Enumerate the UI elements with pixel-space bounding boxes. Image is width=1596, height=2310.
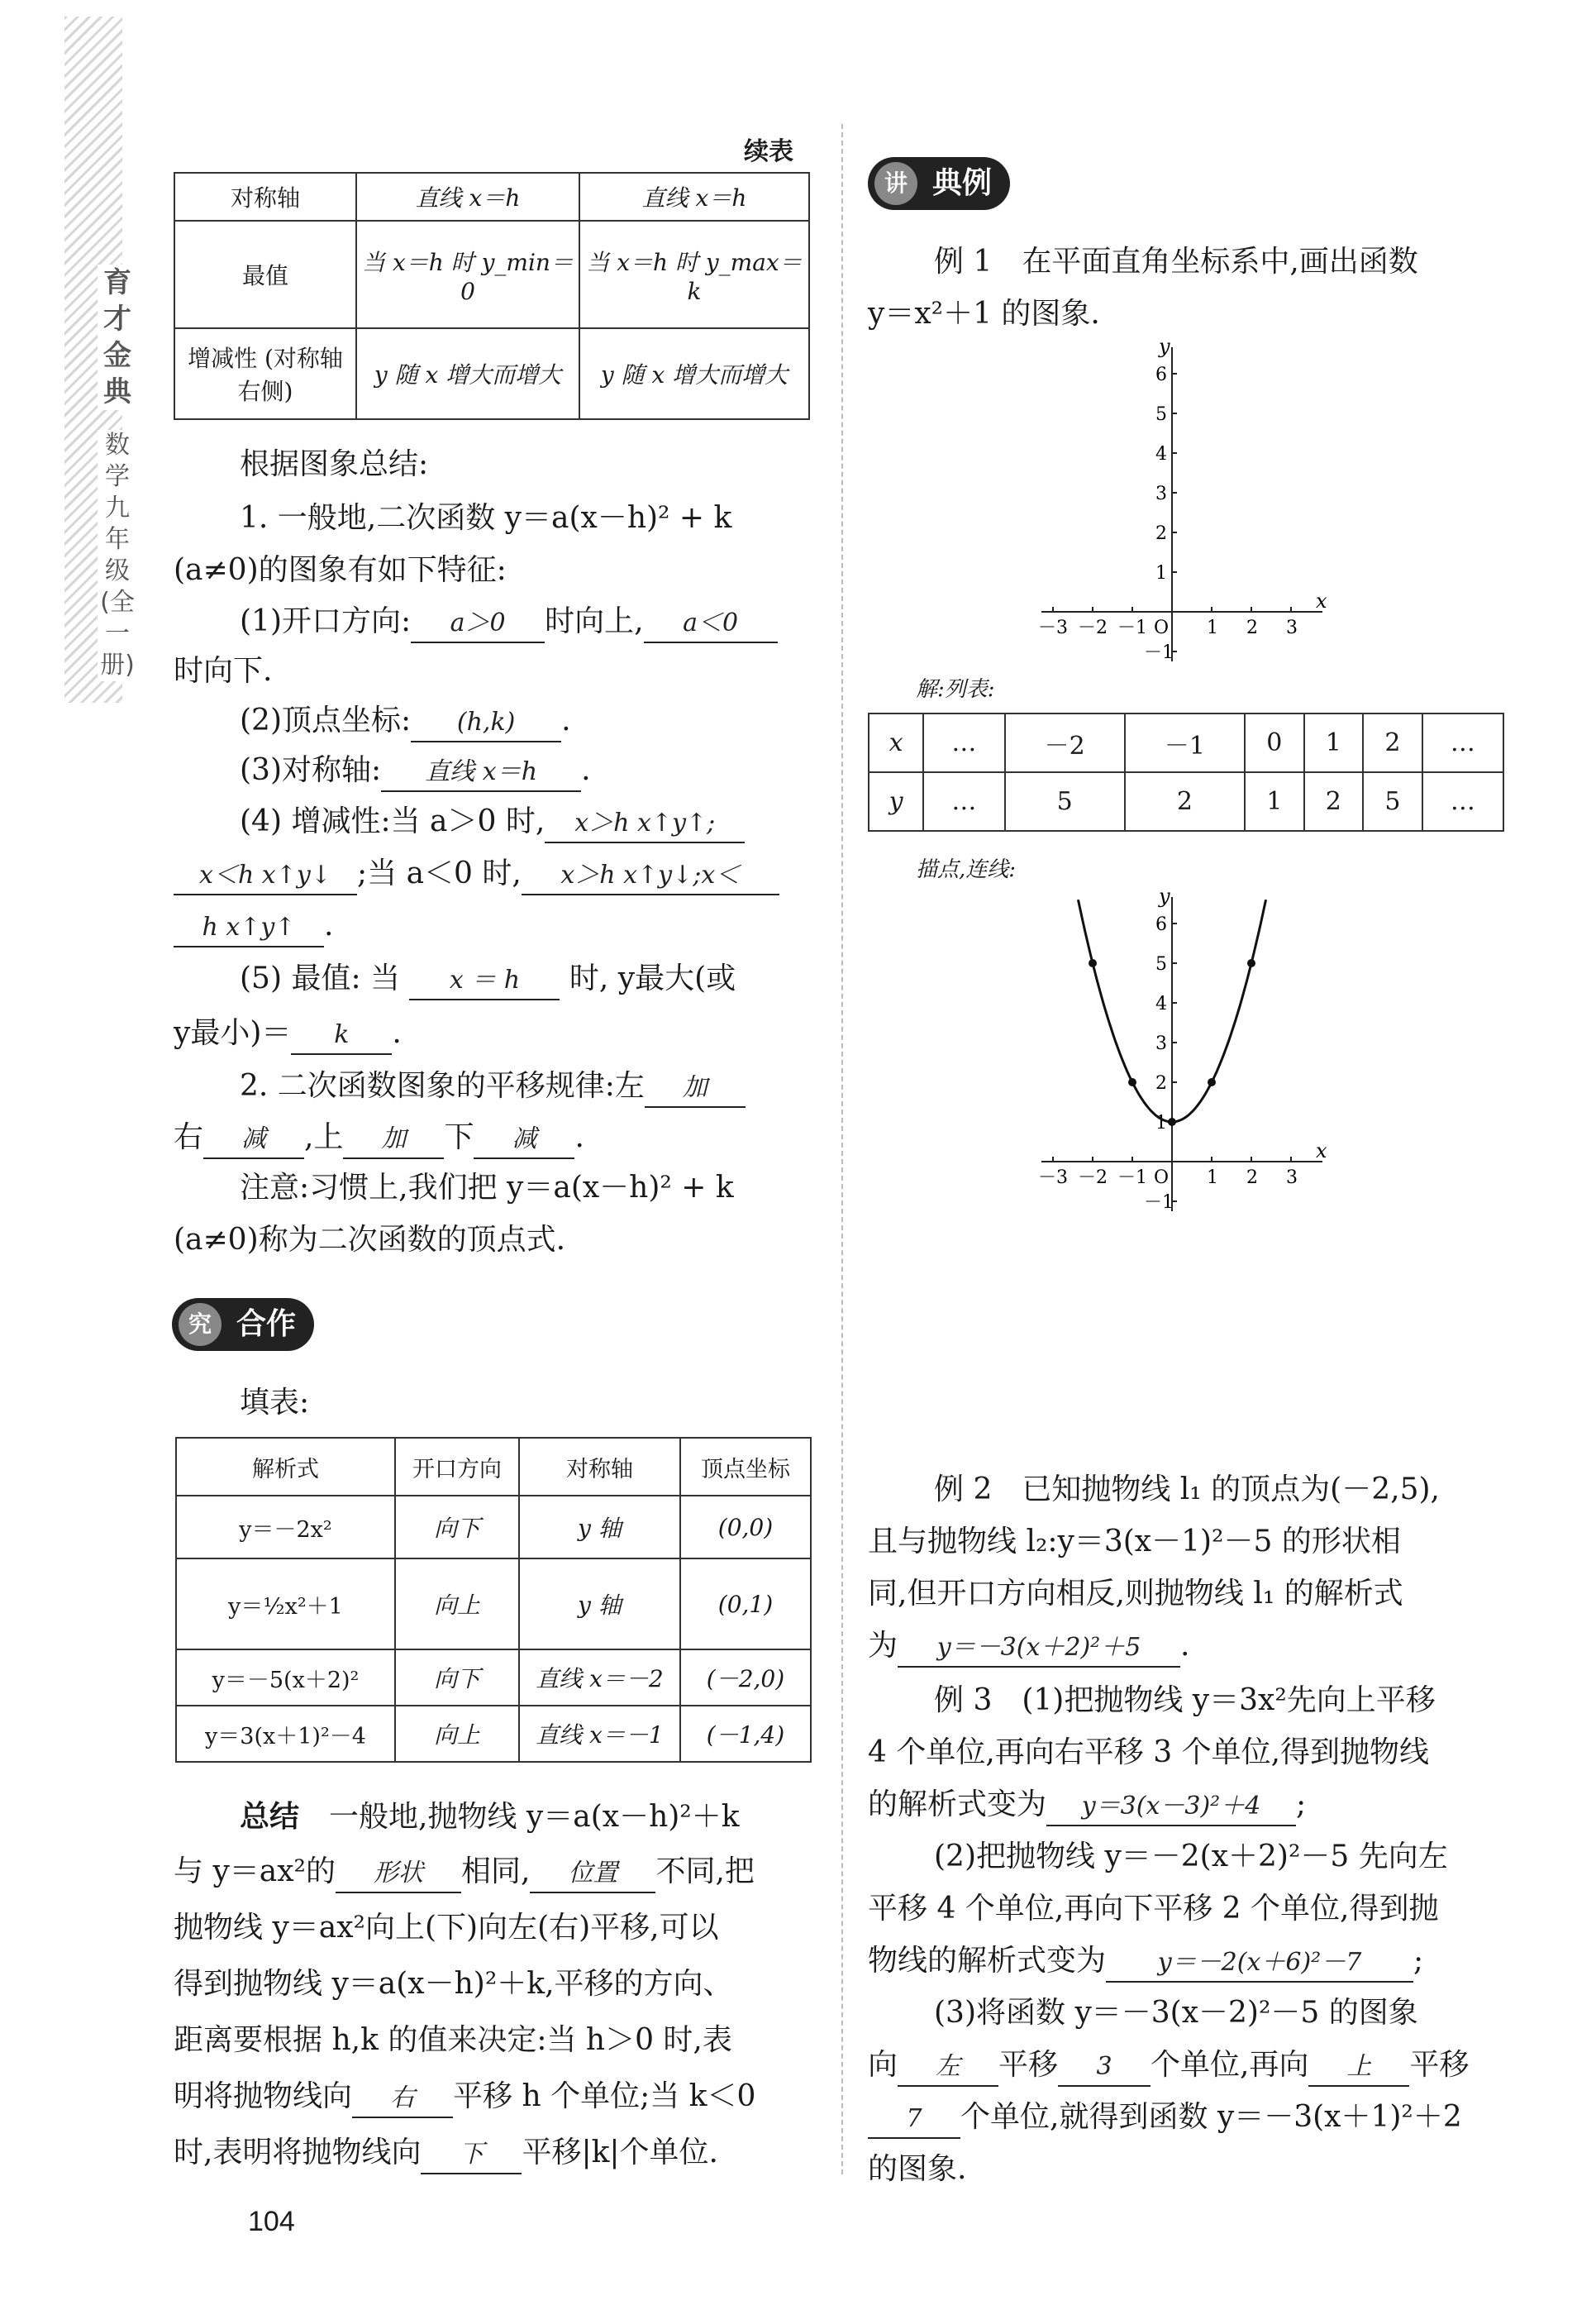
y-tick-label: 4 xyxy=(1155,994,1167,1014)
para-2-line-a xyxy=(240,1068,746,1108)
data-point xyxy=(1089,959,1097,967)
text-span: 个单位,就得到函数 y＝－3(x＋1)²＋2 xyxy=(960,2100,1462,2134)
value-cell: 1 xyxy=(1245,772,1304,831)
value-cell: 1 xyxy=(1304,714,1364,772)
fill-cell: (－1,4) xyxy=(680,1706,811,1762)
example-3-line-j: 的图象. xyxy=(868,2152,967,2186)
example-1-line-a: 例 1 在平面直角坐标系中,画出函数 xyxy=(934,245,1418,279)
y-tick-label: 1 xyxy=(1155,563,1167,584)
answer-blank: a＞0 xyxy=(411,605,545,643)
tick-group xyxy=(1038,914,1298,1213)
explore-icon: 究 xyxy=(179,1303,222,1346)
text-span: ;当 a＜0 时, xyxy=(357,857,522,890)
para-2-line-b: 右 减 ,上 加 下 减 . xyxy=(174,1119,584,1159)
note-line-a: 注意:习惯上,我们把 y＝a(x－h)² + k xyxy=(240,1171,734,1205)
summary-line-3: 抛物线 y＝ax²向上(下)向左(右)平移,可以 xyxy=(174,1911,719,1945)
answer-blank: y＝3(x－3)²＋4 xyxy=(1046,1788,1296,1826)
data-point xyxy=(1168,1118,1176,1126)
value-cell: … xyxy=(923,714,1004,772)
column-divider xyxy=(841,124,843,2174)
y-tick-label: 5 xyxy=(1155,404,1167,425)
fill-cell: 直线 x＝－2 xyxy=(519,1649,680,1706)
y-tick-label: －1 xyxy=(1144,642,1174,663)
answer-blank: y＝－3(x＋2)²＋5 xyxy=(898,1630,1180,1668)
solution-label: 解:列表: xyxy=(916,677,995,702)
fill-table-title: 填表: xyxy=(240,1386,310,1420)
y-tick-label: －1 xyxy=(1144,1192,1174,1213)
fill-header: 开口方向 xyxy=(395,1438,519,1496)
item-axis: (3)对称轴: 直线 x＝h . xyxy=(240,752,591,792)
text-span: ,上 xyxy=(304,1120,344,1154)
fill-cell: 向上 xyxy=(395,1558,519,1649)
y-axis-label: y xyxy=(1159,885,1170,908)
example-3-line-e: 平移 4 个单位,再向下平移 2 个单位,得到抛 xyxy=(868,1892,1439,1926)
data-point xyxy=(1128,1078,1136,1086)
summary-line-5: 距离要根据 h,k 的值来决定:当 h＞0 时,表 xyxy=(174,2023,732,2057)
answer-blank: (h,k) xyxy=(411,704,561,742)
para-1-line-a: 1. 一般地,二次函数 y＝a(x－h)² + k xyxy=(240,501,732,535)
answer-blank: 左 xyxy=(898,2049,998,2087)
text-span: 个单位,再向 xyxy=(1151,2048,1309,2082)
x-tick-label: 3 xyxy=(1286,618,1298,638)
fill-cell: y＝3(x＋1)²－4 xyxy=(176,1706,395,1762)
answer-blank: x＜h x↑y↓ xyxy=(174,857,357,895)
page-number: 104 xyxy=(248,2206,295,2237)
answer-blank: 减 xyxy=(203,1121,304,1159)
x-tick-label: －1 xyxy=(1117,1167,1147,1188)
text-span: 平移 xyxy=(1409,2048,1470,2082)
answer-blank: 7 xyxy=(868,2101,960,2139)
answer-blank: 位置 xyxy=(530,1855,655,1893)
tick-group xyxy=(1038,365,1298,663)
text-span: (2)顶点坐标: xyxy=(240,704,412,737)
series-brand: 育才金典 xyxy=(98,265,137,410)
example-1-line-b: y＝x²＋1 的图象. xyxy=(868,297,1100,331)
text-span: 不同,把 xyxy=(655,1854,755,1888)
value-cell: x xyxy=(869,714,923,772)
answer-blank: 加 xyxy=(645,1070,746,1108)
item-extremum xyxy=(240,961,736,1000)
text-span: 下 xyxy=(444,1120,474,1154)
answer-blank: 上 xyxy=(1308,2049,1409,2087)
y-axis-label: y xyxy=(1159,335,1170,358)
fill-header: 解析式 xyxy=(176,1438,395,1496)
summary-line-1 xyxy=(240,1798,740,1835)
x-axis-label: x xyxy=(1316,589,1327,613)
x-tick-label: －1 xyxy=(1117,618,1147,638)
example-3-line-a: 例 3 (1)把抛物线 y＝3x²先向上平移 xyxy=(934,1683,1436,1717)
summary-line-7 xyxy=(174,2135,718,2174)
prop-cell: y 随 x 增大而增大 xyxy=(579,328,809,419)
text-span: (5) 最值: 当 xyxy=(240,962,401,995)
badge-label: 合作 xyxy=(236,1307,297,1341)
summary-line-4: 得到抛物线 y＝a(x－h)²＋k,平移的方向、 xyxy=(174,1967,733,2001)
value-cell: 2 xyxy=(1304,772,1364,831)
data-point xyxy=(1208,1078,1216,1086)
y-tick-label: 6 xyxy=(1155,914,1167,935)
example-3-line-i xyxy=(868,2099,1462,2139)
text-span: 相同, xyxy=(460,1854,531,1888)
para-1-line-b: (a≠0)的图象有如下特征: xyxy=(174,553,507,587)
example-2-line-b: 且与抛物线 l₂:y＝3(x－1)²－5 的形状相 xyxy=(868,1525,1401,1558)
fill-cell: (0,1) xyxy=(680,1558,811,1649)
prop-cell: 当 x＝h 时 y_max＝k xyxy=(579,221,809,328)
plot-label: 描点,连线: xyxy=(916,857,1017,882)
answer-blank: 下 xyxy=(421,2136,522,2174)
empty-axes xyxy=(1033,335,1364,666)
text-span: 时,表明将抛物线向 xyxy=(174,2136,422,2169)
x-tick-label: 1 xyxy=(1207,1167,1218,1188)
text-span: 向 xyxy=(868,2048,898,2082)
y-tick-label: 1 xyxy=(1155,1113,1167,1134)
example-3-line-d: (2)把抛物线 y＝－2(x＋2)²－5 先向左 xyxy=(934,1840,1448,1873)
side-banner xyxy=(64,17,135,703)
example-3-line-g: (3)将函数 y＝－3(x－2)²－5 的图象 xyxy=(934,1996,1418,2030)
fill-table xyxy=(175,1437,812,1763)
text-span: 明将抛物线向 xyxy=(174,2079,353,2113)
text-span: (4) 增减性:当 a＞0 时, xyxy=(240,804,545,838)
text-span: 平移 xyxy=(998,2048,1059,2082)
parabola-chart xyxy=(1033,885,1364,1215)
prop-cell: 当 x＝h 时 y_min＝0 xyxy=(356,221,579,328)
value-cell: 0 xyxy=(1245,714,1304,772)
value-cell: … xyxy=(1422,714,1503,772)
example-3-line-c: 的解析式变为 y＝3(x－3)²＋4 ; xyxy=(868,1787,1306,1826)
fill-header: 顶点坐标 xyxy=(680,1438,811,1496)
fill-cell: y 轴 xyxy=(519,1558,680,1649)
y-tick-label: 2 xyxy=(1155,1073,1167,1094)
y-tick-label: 3 xyxy=(1155,484,1167,504)
text-span: 平移 h 个单位;当 k＜0 xyxy=(453,2079,756,2113)
continued-label: 续表 xyxy=(744,137,793,166)
text-span: 物线的解析式变为 xyxy=(868,1944,1107,1978)
prop-cell: 最值 xyxy=(174,221,356,328)
text-span: 一般地,抛物线 y＝a(x－h)²＋k xyxy=(329,1800,740,1834)
y-tick-label: 6 xyxy=(1155,365,1167,385)
value-cell: 5 xyxy=(1363,772,1422,831)
text-span: 时, y最大(或 xyxy=(569,962,736,995)
fill-cell: y＝－2x² xyxy=(176,1496,395,1558)
prop-cell: 直线 x＝h xyxy=(579,173,809,221)
properties-table xyxy=(174,172,810,420)
answer-blank: 3 xyxy=(1058,2049,1151,2087)
value-cell: … xyxy=(923,772,1004,831)
answer-blank: 形状 xyxy=(336,1855,461,1893)
answer-blank: 直线 x＝h xyxy=(381,754,581,792)
value-cell: －1 xyxy=(1125,714,1245,772)
y-tick-label: 4 xyxy=(1155,444,1167,465)
x-tick-label: －2 xyxy=(1078,618,1108,638)
fill-cell: (－2,0) xyxy=(680,1649,811,1706)
text-span: 为 xyxy=(868,1629,898,1663)
item-opening-direction xyxy=(240,604,778,643)
answer-blank: k xyxy=(291,1017,392,1055)
value-row-y xyxy=(869,772,1503,831)
item-opening-direction-end: 时向下. xyxy=(174,654,273,688)
value-cell: －2 xyxy=(1005,714,1125,772)
fill-cell: y 轴 xyxy=(519,1496,680,1558)
note-line-b: (a≠0)称为二次函数的顶点式. xyxy=(174,1223,566,1257)
fill-cell: (0,0) xyxy=(680,1496,811,1558)
x-tick-label: －2 xyxy=(1078,1167,1108,1188)
item-monotonic-end: h x↑y↑ . xyxy=(174,908,333,947)
fill-cell: y＝－5(x＋2)² xyxy=(176,1649,395,1706)
axes-group xyxy=(1041,335,1327,661)
text-span: 2. 二次函数图象的平移规律:左 xyxy=(240,1069,645,1103)
prop-cell: y 随 x 增大而增大 xyxy=(356,328,579,419)
text-span: y最小)＝ xyxy=(174,1016,292,1050)
fill-cell: 向上 xyxy=(395,1706,519,1762)
item-monotonic xyxy=(240,804,745,843)
example-3-line-f: 物线的解析式变为 y＝－2(x＋6)²－7 ; xyxy=(868,1943,1423,1983)
x-tick-label: 2 xyxy=(1246,1167,1258,1188)
x-tick-label: －3 xyxy=(1038,1167,1068,1188)
fill-cell: 向下 xyxy=(395,1649,519,1706)
x-tick-label: O xyxy=(1154,1167,1170,1188)
answer-blank: a＜0 xyxy=(644,605,778,643)
example-3-line-h xyxy=(868,2047,1470,2087)
value-cell: y xyxy=(869,772,923,831)
answer-blank: 右 xyxy=(352,2080,453,2118)
answer-blank: x ＝ h xyxy=(409,962,560,1000)
example-2-line-c: 同,但开口方向相反,则抛物线 l₁ 的解析式 xyxy=(868,1577,1403,1611)
summary-label: 总结 xyxy=(240,1799,300,1834)
lecture-icon: 讲 xyxy=(874,162,917,205)
x-tick-label: 2 xyxy=(1246,618,1258,638)
data-point xyxy=(1247,959,1255,967)
fill-cell: 向下 xyxy=(395,1496,519,1558)
value-row-x xyxy=(869,714,1503,772)
x-axis-label: x xyxy=(1316,1139,1327,1162)
text-span: (1)开口方向: xyxy=(240,604,412,638)
text-span: 右 xyxy=(174,1120,204,1154)
value-cell: 5 xyxy=(1005,772,1125,831)
answer-blank: y＝－2(x＋6)²－7 xyxy=(1106,1945,1413,1983)
example-2-line-a: 例 2 已知抛物线 l₁ 的顶点为(－2,5), xyxy=(934,1472,1440,1506)
answer-blank: x＞h x↑y↑; xyxy=(545,805,745,843)
x-tick-label: O xyxy=(1154,618,1170,638)
x-tick-label: －3 xyxy=(1038,618,1068,638)
value-cell: 2 xyxy=(1363,714,1422,772)
value-table xyxy=(868,713,1504,832)
summary-line-6 xyxy=(174,2079,755,2118)
text-span: 与 y＝ax²的 xyxy=(174,1854,336,1888)
answer-blank: 加 xyxy=(343,1121,444,1159)
fill-cell: y＝½x²＋1 xyxy=(176,1558,395,1649)
text-span: (3)对称轴: xyxy=(240,753,382,787)
value-cell: … xyxy=(1422,772,1503,831)
prop-cell: 直线 x＝h xyxy=(356,173,579,221)
answer-blank: h x↑y↑ xyxy=(174,909,324,947)
cooperation-badge xyxy=(172,1298,314,1351)
answer-blank: x＞h x↑y↓;x＜ xyxy=(522,857,779,895)
badge-label: 典例 xyxy=(932,166,993,200)
item-monotonic-cont xyxy=(174,856,779,895)
y-tick-label: 5 xyxy=(1155,954,1167,975)
item-extremum-end: y最小)＝ k . xyxy=(174,1015,402,1055)
example-badge xyxy=(868,157,1010,210)
answer-blank: 减 xyxy=(474,1121,574,1159)
prop-cell: 对称轴 xyxy=(174,173,356,221)
example-2-line-d: 为 y＝－3(x＋2)²＋5 . xyxy=(868,1628,1189,1668)
text-span: 的解析式变为 xyxy=(868,1787,1047,1821)
example-3-line-b: 4 个单位,再向右平移 3 个单位,得到抛物线 xyxy=(868,1735,1430,1769)
subject-grade-label: 数学 九年级(全一册) xyxy=(98,430,137,681)
text-span: 平移|k|个单位. xyxy=(522,2136,718,2169)
value-cell: 2 xyxy=(1125,772,1245,831)
y-tick-label: 3 xyxy=(1155,1033,1167,1054)
x-tick-label: 1 xyxy=(1207,618,1218,638)
fill-cell: 直线 x＝－1 xyxy=(519,1706,680,1762)
summary-title: 根据图象总结: xyxy=(240,447,429,481)
y-tick-label: 2 xyxy=(1155,523,1167,544)
x-tick-label: 3 xyxy=(1286,1167,1298,1188)
item-vertex: (2)顶点坐标: (h,k) . xyxy=(240,703,571,742)
prop-cell: 增减性 (对称轴右侧) xyxy=(174,328,356,419)
fill-header: 对称轴 xyxy=(519,1438,680,1496)
text-span: 时向上, xyxy=(545,604,644,638)
summary-line-2 xyxy=(174,1854,755,1893)
